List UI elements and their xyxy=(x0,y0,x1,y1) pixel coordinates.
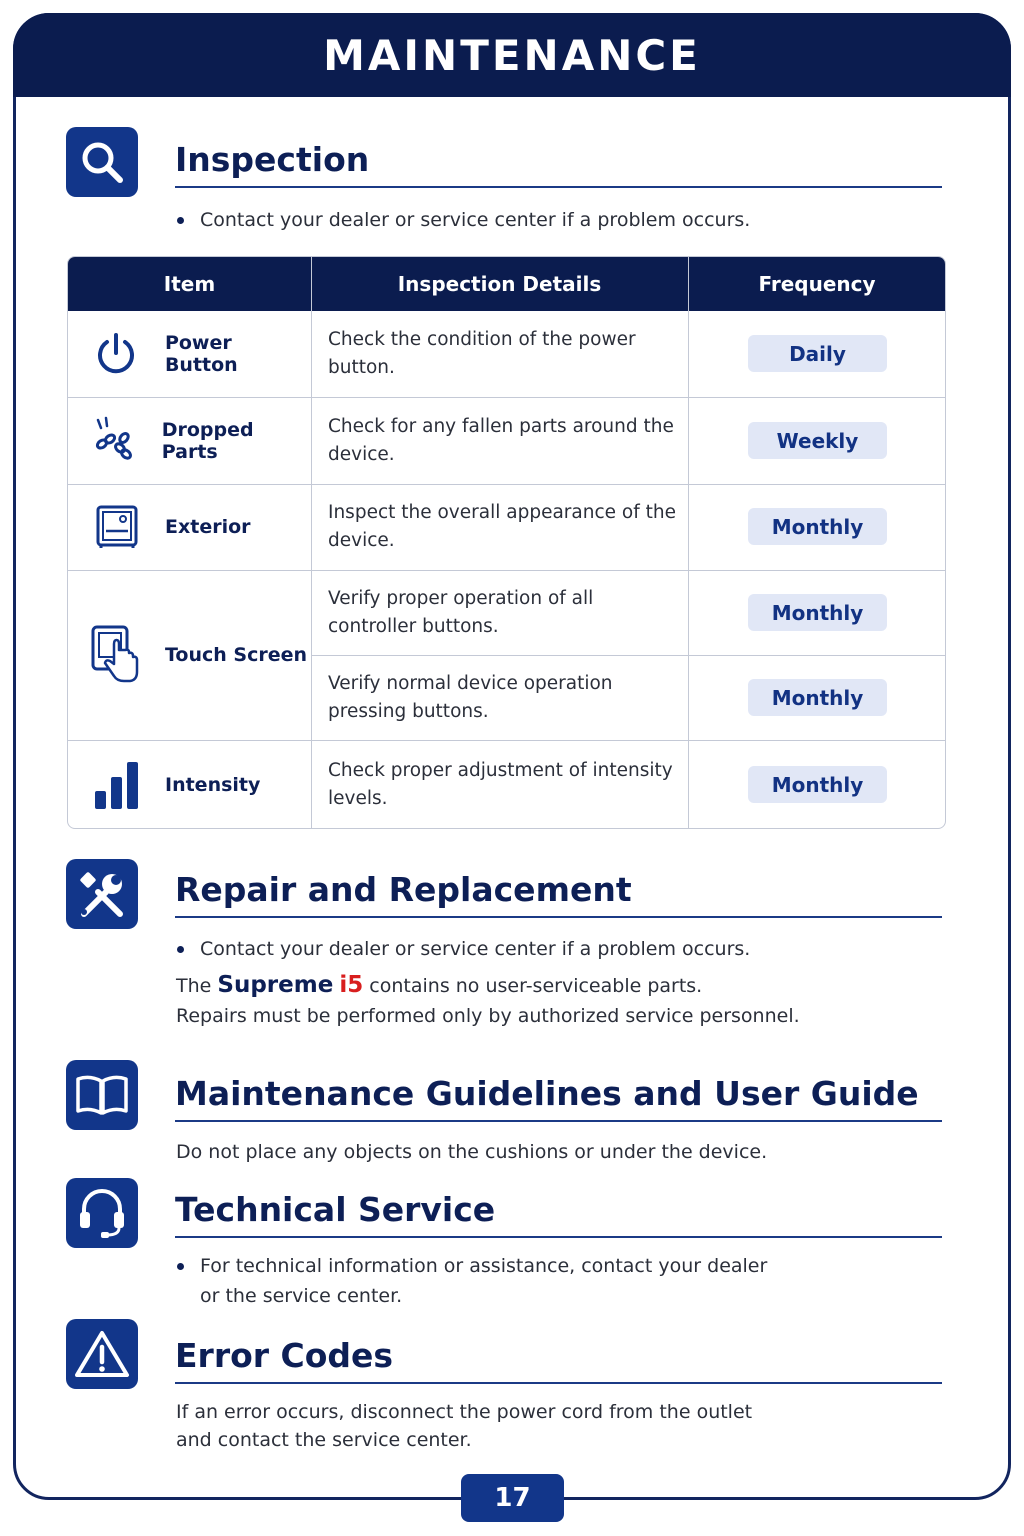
repair-line1 xyxy=(176,970,702,1001)
power-icon xyxy=(68,331,165,377)
headset-icon xyxy=(66,1178,138,1248)
page-title: MAINTENANCE xyxy=(323,30,701,80)
detail-text: Inspect the overall appearance of the device. xyxy=(328,502,676,551)
inspection-title: Inspection xyxy=(175,140,942,188)
repair-title: Repair and Replacement xyxy=(175,870,942,918)
repair-line2: Repairs must be performed only by authorized service personnel. xyxy=(176,1005,800,1027)
inspection-table xyxy=(67,256,946,829)
frequency-badge: Monthly xyxy=(748,679,887,716)
item-name: Touch Screen xyxy=(165,644,308,666)
chain-links-icon xyxy=(68,416,162,466)
errors-line1: If an error occurs, disconnect the power cord from the outlet xyxy=(176,1401,753,1423)
header-item: Item xyxy=(163,272,216,296)
frequency-badge: Monthly xyxy=(748,594,887,631)
repair-bullet: Contact your dealer or service center if a problem occurs. xyxy=(200,934,750,964)
frequency-badge: Monthly xyxy=(748,508,887,545)
model-name: i5 xyxy=(339,972,364,998)
bar-levels-icon xyxy=(68,759,165,811)
page-number: 17 xyxy=(461,1474,564,1522)
header-details: Inspection Details xyxy=(397,272,602,296)
item-name: Dropped Parts xyxy=(161,418,254,463)
frequency-badge: Daily xyxy=(748,335,887,372)
inspection-bullet: Contact your dealer or service center if a problem occurs. xyxy=(200,205,750,235)
table-header xyxy=(68,257,945,311)
item-name: Intensity xyxy=(165,773,261,796)
table-row xyxy=(68,397,311,484)
table-row xyxy=(68,311,311,397)
header-frequency: Frequency xyxy=(758,272,876,296)
technical-title: Technical Service xyxy=(175,1190,942,1238)
detail-text: Verify normal device operation pressing buttons. xyxy=(328,672,613,722)
search-icon xyxy=(66,127,138,197)
warning-triangle-icon xyxy=(66,1319,138,1389)
guidelines-text: Do not place any objects on the cushions or under the device. xyxy=(176,1141,768,1163)
device-cabinet-icon xyxy=(68,504,165,550)
page-header xyxy=(13,13,1011,97)
item-name: Power Button xyxy=(164,332,238,376)
column-divider xyxy=(311,257,312,828)
technical-bullet: For technical information or assistance, contact your dealer xyxy=(200,1251,767,1281)
open-book-icon xyxy=(66,1060,138,1130)
technical-bullet-cont: or the service center. xyxy=(200,1285,403,1307)
touch-hand-icon xyxy=(68,624,165,686)
column-divider xyxy=(688,257,689,828)
wrench-screwdriver-icon xyxy=(66,859,138,929)
detail-text: Check proper adjustment of intensity levels. xyxy=(328,759,673,809)
table-row xyxy=(68,484,311,570)
repair-line1-pre: The xyxy=(176,975,212,997)
errors-title: Error Codes xyxy=(175,1336,942,1384)
frequency-badge: Monthly xyxy=(748,766,887,803)
guidelines-title: Maintenance Guidelines and User Guide xyxy=(175,1074,942,1122)
item-name: Exterior xyxy=(165,516,251,538)
frequency-badge: Weekly xyxy=(748,422,887,459)
table-row xyxy=(68,570,311,740)
detail-text: Verify proper operation of all controller buttons. xyxy=(328,587,594,637)
brand-name: Supreme xyxy=(217,972,334,998)
repair-line1-post: contains no user-serviceable parts. xyxy=(369,975,703,997)
errors-line2: and contact the service center. xyxy=(176,1429,472,1451)
detail-text: Check the condition of the power button. xyxy=(328,329,636,378)
table-row xyxy=(68,740,311,829)
detail-text: Check for any fallen parts around the device. xyxy=(328,415,674,465)
